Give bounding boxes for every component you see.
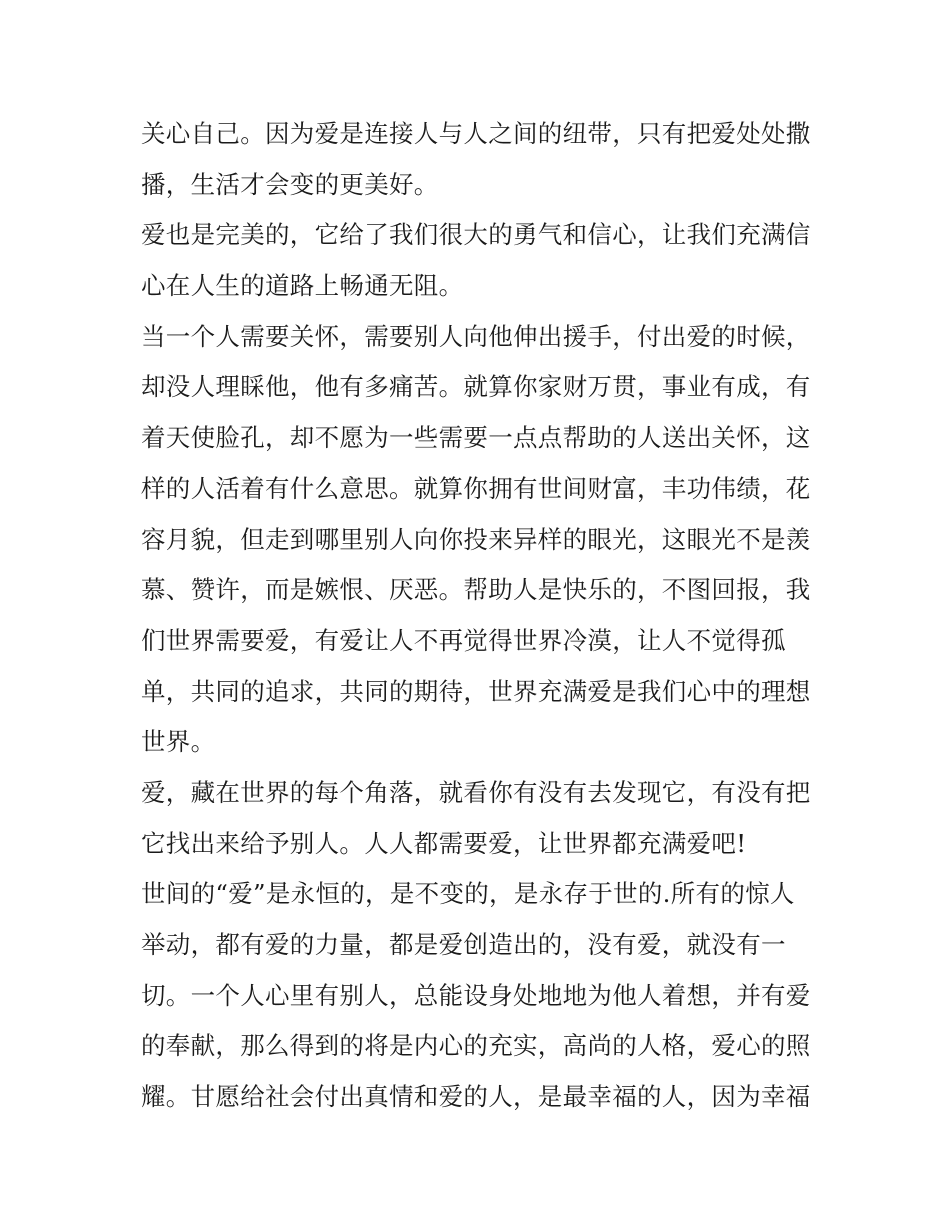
- body-text: [141, 109, 821, 1123]
- text-line: 单，共同的追求，共同的期待，世界充满爱是我们心中的理想: [141, 676, 811, 706]
- text-line: 切。一个人心里有别人，总能设身处地地为他人着想，并有爱: [141, 980, 811, 1010]
- text-line: 举动，都有爱的力量，都是爱创造出的，没有爱，就没有一: [141, 930, 786, 959]
- text-line: 关心自己。因为爱是连接人与人之间的纽带，只有把爱处处撒: [141, 119, 811, 148]
- text-line: 们世界需要爱，有爱让人不再觉得世界冷漠，让人不觉得孤: [141, 625, 786, 655]
- text-line: 世间的“爱”是永恒的，是不变的，是永存于世的.所有的惊人: [141, 879, 795, 909]
- text-line: 爱，藏在世界的每个角落，就看你有没有去发现它，有没有把: [141, 777, 811, 807]
- text-line: 容月貌，但走到哪里别人向你投来异样的眼光，这眼光不是羡: [141, 524, 811, 554]
- text-line: 它找出来给予别人。人人都需要爱，让世界都充满爱吧!: [141, 828, 747, 858]
- text-line: 世界。: [141, 727, 216, 757]
- text-line: 却没人理睬他，他有多痛苦。就算你家财万贯，事业有成，有: [141, 372, 811, 402]
- text-line: 样的人活着有什么意思。就算你拥有世间财富，丰功伟绩，花: [141, 473, 811, 503]
- text-line: 播，生活才会变的更美好。: [141, 169, 439, 199]
- text-line: 爱也是完美的，它给了我们很大的勇气和信心，让我们充满信: [141, 220, 811, 250]
- text-line: 当一个人需要关怀，需要别人向他伸出援手，付出爱的时候，: [141, 321, 811, 351]
- text-line: 心在人生的道路上畅通无阻。: [141, 271, 464, 301]
- text-line: 慕、赞许，而是嫉恨、厌恶。帮助人是快乐的，不图回报，我: [141, 575, 811, 605]
- text-line: 的奉献，那么得到的将是内心的充实，高尚的人格，爱心的照: [141, 1031, 811, 1061]
- text-line: 着天使脸孔，却不愿为一些需要一点点帮助的人送出关怀，这: [141, 423, 811, 453]
- text-line: 耀。甘愿给社会付出真情和爱的人，是最幸福的人，因为幸福: [141, 1082, 811, 1112]
